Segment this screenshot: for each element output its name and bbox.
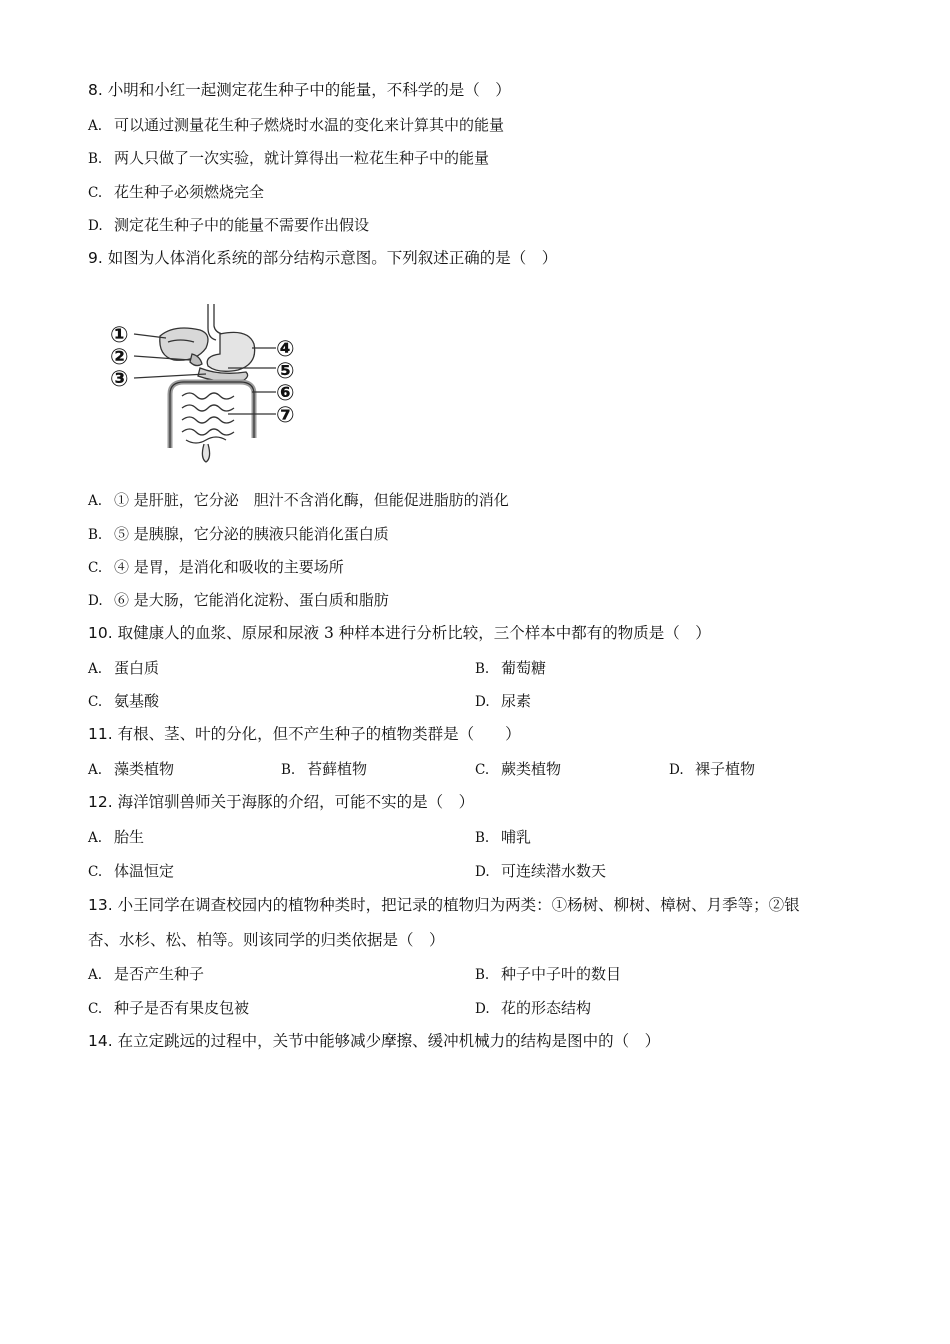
question-12-option-c [88,861,174,882]
question-text: 有根、茎、叶的分化，但不产生种子的植物类群是（ ） [117,725,521,743]
option-letter: C. [88,560,103,576]
option-text: ① 是肝脏，它分泌 胆汁不含消化酶，但能促进脂肪的消化 [114,491,509,509]
option-letter: D. [475,1001,490,1017]
question-8-stem [88,80,511,100]
question-text: 杏、水杉、松、柏等。则该同学的归类依据是（ ） [88,931,445,949]
option-text: ⑤ 是胰腺，它分泌的胰液只能消化蛋白质 [114,525,389,543]
question-13-stem-line-2 [88,930,445,950]
figure-label-3: ③ [110,367,129,392]
figure-label-7: ⑦ [276,403,295,428]
question-12-option-d [475,861,606,882]
question-text: 如图为人体消化系统的部分结构示意图。下列叙述正确的是（ ） [107,249,558,267]
question-text: 在立定跳远的过程中，关节中能够减少摩擦、缓冲机械力的结构是图中的（ ） [117,1032,661,1050]
option-text: 测定花生种子中的能量不需要作出假设 [114,216,370,234]
question-text: 小王同学在调查校园内的植物种类时，把记录的植物归为两类：①杨树、柳树、樟树、月季等；②银 [117,896,800,914]
option-letter: A. [88,762,103,778]
question-10-option-a [88,658,159,679]
option-text: 裸子植物 [695,760,756,778]
option-letter: A. [88,118,103,134]
option-letter: B. [475,661,490,677]
option-letter: D. [88,218,103,234]
question-13-stem-line-1 [88,895,800,915]
question-number: 8. [88,81,103,99]
option-letter: B. [475,967,490,983]
question-10-option-d [475,691,531,712]
option-text: ④ 是胃，是消化和吸收的主要场所 [114,558,344,576]
option-text: 种子是否有果皮包被 [114,999,250,1017]
question-9-option-a [88,490,509,511]
figure-label-1: ① [110,323,129,348]
option-letter: B. [88,151,103,167]
figure-label-4: ④ [276,337,295,362]
option-letter: C. [88,694,103,710]
question-11-option-c [475,759,561,780]
option-text: 蕨类植物 [501,760,562,778]
question-12-option-b [475,827,531,848]
option-text: 是否产生种子 [114,965,205,983]
option-text: 氨基酸 [114,692,160,710]
figure-label-2: ② [110,345,129,370]
option-text: 哺乳 [501,828,532,846]
option-letter: D. [669,762,684,778]
option-letter: A. [88,830,103,846]
option-text: 胎生 [114,828,145,846]
question-10-option-c [88,691,159,712]
question-text: 小明和小红一起测定花生种子中的能量，不科学的是（ ） [107,81,511,99]
question-9-option-b [88,524,389,545]
question-9-option-c [88,557,344,578]
option-letter: B. [88,527,103,543]
option-letter: A. [88,493,103,509]
question-number: 9. [88,249,103,267]
option-text: 花的形态结构 [501,999,592,1017]
question-10-stem [88,623,711,643]
question-8-option-c [88,182,264,203]
question-12-stem [88,792,474,812]
question-11-option-b [281,759,367,780]
question-8-option-d [88,215,369,236]
question-11-option-a [88,759,174,780]
option-text: 苔藓植物 [307,760,368,778]
option-letter: C. [88,864,103,880]
question-13-option-a [88,964,204,985]
figure-label-6: ⑥ [276,381,295,406]
option-letter: C. [475,762,490,778]
option-letter: C. [88,185,103,201]
question-11-stem [88,724,521,744]
question-14-stem [88,1031,660,1051]
option-text: 葡萄糖 [501,659,547,677]
option-letter: B. [281,762,296,778]
option-letter: D. [88,593,103,609]
question-9-stem [88,248,557,268]
figure-label-5: ⑤ [276,359,295,384]
question-13-option-c [88,998,249,1019]
question-text: 取健康人的血浆、原尿和尿液 3 种样本进行分析比较，三个样本中都有的物质是（ ） [117,624,711,642]
question-13-option-b [475,964,621,985]
option-text: 花生种子必须燃烧完全 [114,183,265,201]
option-letter: B. [475,830,490,846]
option-letter: A. [88,661,103,677]
option-letter: A. [88,967,103,983]
question-number: 12. [88,793,113,811]
option-text: 尿素 [501,692,532,710]
question-8-option-b [88,148,489,169]
option-letter: C. [88,1001,103,1017]
option-text: 可连续潜水数天 [501,862,607,880]
option-text: 体温恒定 [114,862,175,880]
option-text: 两人只做了一次实验，就计算得出一粒花生种子中的能量 [114,149,490,167]
option-letter: D. [475,694,490,710]
question-8-option-a [88,115,504,136]
question-12-option-a [88,827,144,848]
digestive-system-diagram [108,298,308,466]
question-11-option-d [669,759,755,780]
option-text: 可以通过测量花生种子燃烧时水温的变化来计算其中的能量 [114,116,505,134]
question-number: 13. [88,896,113,914]
question-number: 14. [88,1032,113,1050]
question-10-option-b [475,658,546,679]
question-9-option-d [88,590,389,611]
option-text: 藻类植物 [114,760,175,778]
option-text: ⑥ 是大肠，它能消化淀粉、蛋白质和脂肪 [114,591,389,609]
question-number: 11. [88,725,113,743]
digestive-system-figure [108,298,308,466]
option-text: 种子中子叶的数目 [501,965,622,983]
question-text: 海洋馆驯兽师关于海豚的介绍，可能不实的是（ ） [117,793,475,811]
option-text: 蛋白质 [114,659,160,677]
question-number: 10. [88,624,113,642]
option-letter: D. [475,864,490,880]
question-13-option-d [475,998,591,1019]
